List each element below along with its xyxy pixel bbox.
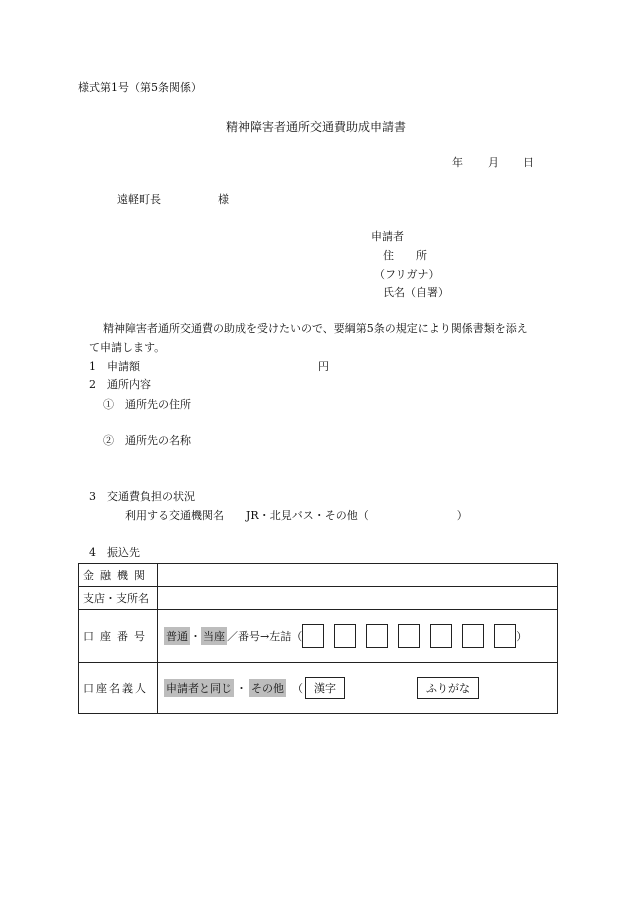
bank-row-branch <box>79 587 558 610</box>
bank-table <box>78 563 558 714</box>
holder-same-option[interactable]: 申請者と同じ <box>164 679 234 697</box>
account-digit-box[interactable] <box>494 624 516 648</box>
applicant-heading: 申請者 <box>371 230 404 243</box>
form-number: 様式第1号（第5条関係） <box>78 81 202 94</box>
bank-row-institution <box>79 564 558 587</box>
item4-label: 4 振込先 <box>89 546 140 559</box>
institution-field[interactable] <box>158 564 558 587</box>
holder-label: 口座名義人 <box>79 663 158 714</box>
body-text-line1: 精神障害者通所交通費の助成を受けたいので、要綱第5条の規定により関係書類を添え <box>103 322 528 335</box>
institution-label: 金融機関 <box>79 564 158 587</box>
branch-field[interactable] <box>158 587 558 610</box>
account-digit-box[interactable] <box>430 624 452 648</box>
account-digit-box[interactable] <box>302 624 324 648</box>
body-text-line2: て申請します。 <box>89 341 166 354</box>
account-digit-box[interactable] <box>366 624 388 648</box>
item2-label: 2 通所内容 <box>89 378 151 391</box>
account-type-futsu[interactable]: 普通 <box>164 627 190 645</box>
account-digit-box[interactable] <box>334 624 356 648</box>
holder-kanji-box[interactable]: 漢字 <box>305 677 345 699</box>
date-year-label: 年 <box>452 156 463 169</box>
item1-label: 1 申請額 <box>89 360 140 373</box>
item3-label: 3 交通費負担の状況 <box>89 490 195 503</box>
item2-sub2: ② 通所先の名称 <box>103 434 191 447</box>
account-type-separator: ・ <box>190 630 201 643</box>
account-type-touza[interactable]: 当座 <box>201 627 227 645</box>
account-number-note: ／番号→左詰（ <box>227 630 303 643</box>
date-day-label: 日 <box>523 156 534 169</box>
addressee-honorific: 様 <box>218 193 229 206</box>
holder-field <box>158 663 558 714</box>
branch-label: 支店・支所名 <box>79 587 158 610</box>
holder-furigana-box[interactable]: ふりがな <box>417 677 479 699</box>
account-digit-box[interactable] <box>398 624 420 648</box>
item1-unit: 円 <box>318 360 329 373</box>
account-number-label: 口座番号 <box>79 610 158 663</box>
holder-other-option[interactable]: その他 <box>249 679 286 697</box>
applicant-name-label: 氏名（自署） <box>383 286 449 299</box>
form-title: 精神障害者通所交通費助成申請書 <box>226 120 407 134</box>
bank-row-holder <box>79 663 558 714</box>
account-number-field <box>158 610 558 663</box>
account-number-close: ） <box>516 630 528 643</box>
applicant-address-label: 住 所 <box>383 249 427 262</box>
addressee-name: 遠軽町長 <box>117 193 161 206</box>
item3-detail: 利用する交通機関名 JR・北見バス・その他（ ） <box>125 509 468 522</box>
applicant-furigana-label: （フリガナ） <box>374 268 440 281</box>
holder-separator: ・ <box>236 682 247 695</box>
date-month-label: 月 <box>488 156 499 169</box>
item2-sub1: ① 通所先の住所 <box>103 398 191 411</box>
bank-row-account-number <box>79 610 558 663</box>
holder-paren: （ <box>292 682 303 695</box>
account-digit-box[interactable] <box>462 624 484 648</box>
